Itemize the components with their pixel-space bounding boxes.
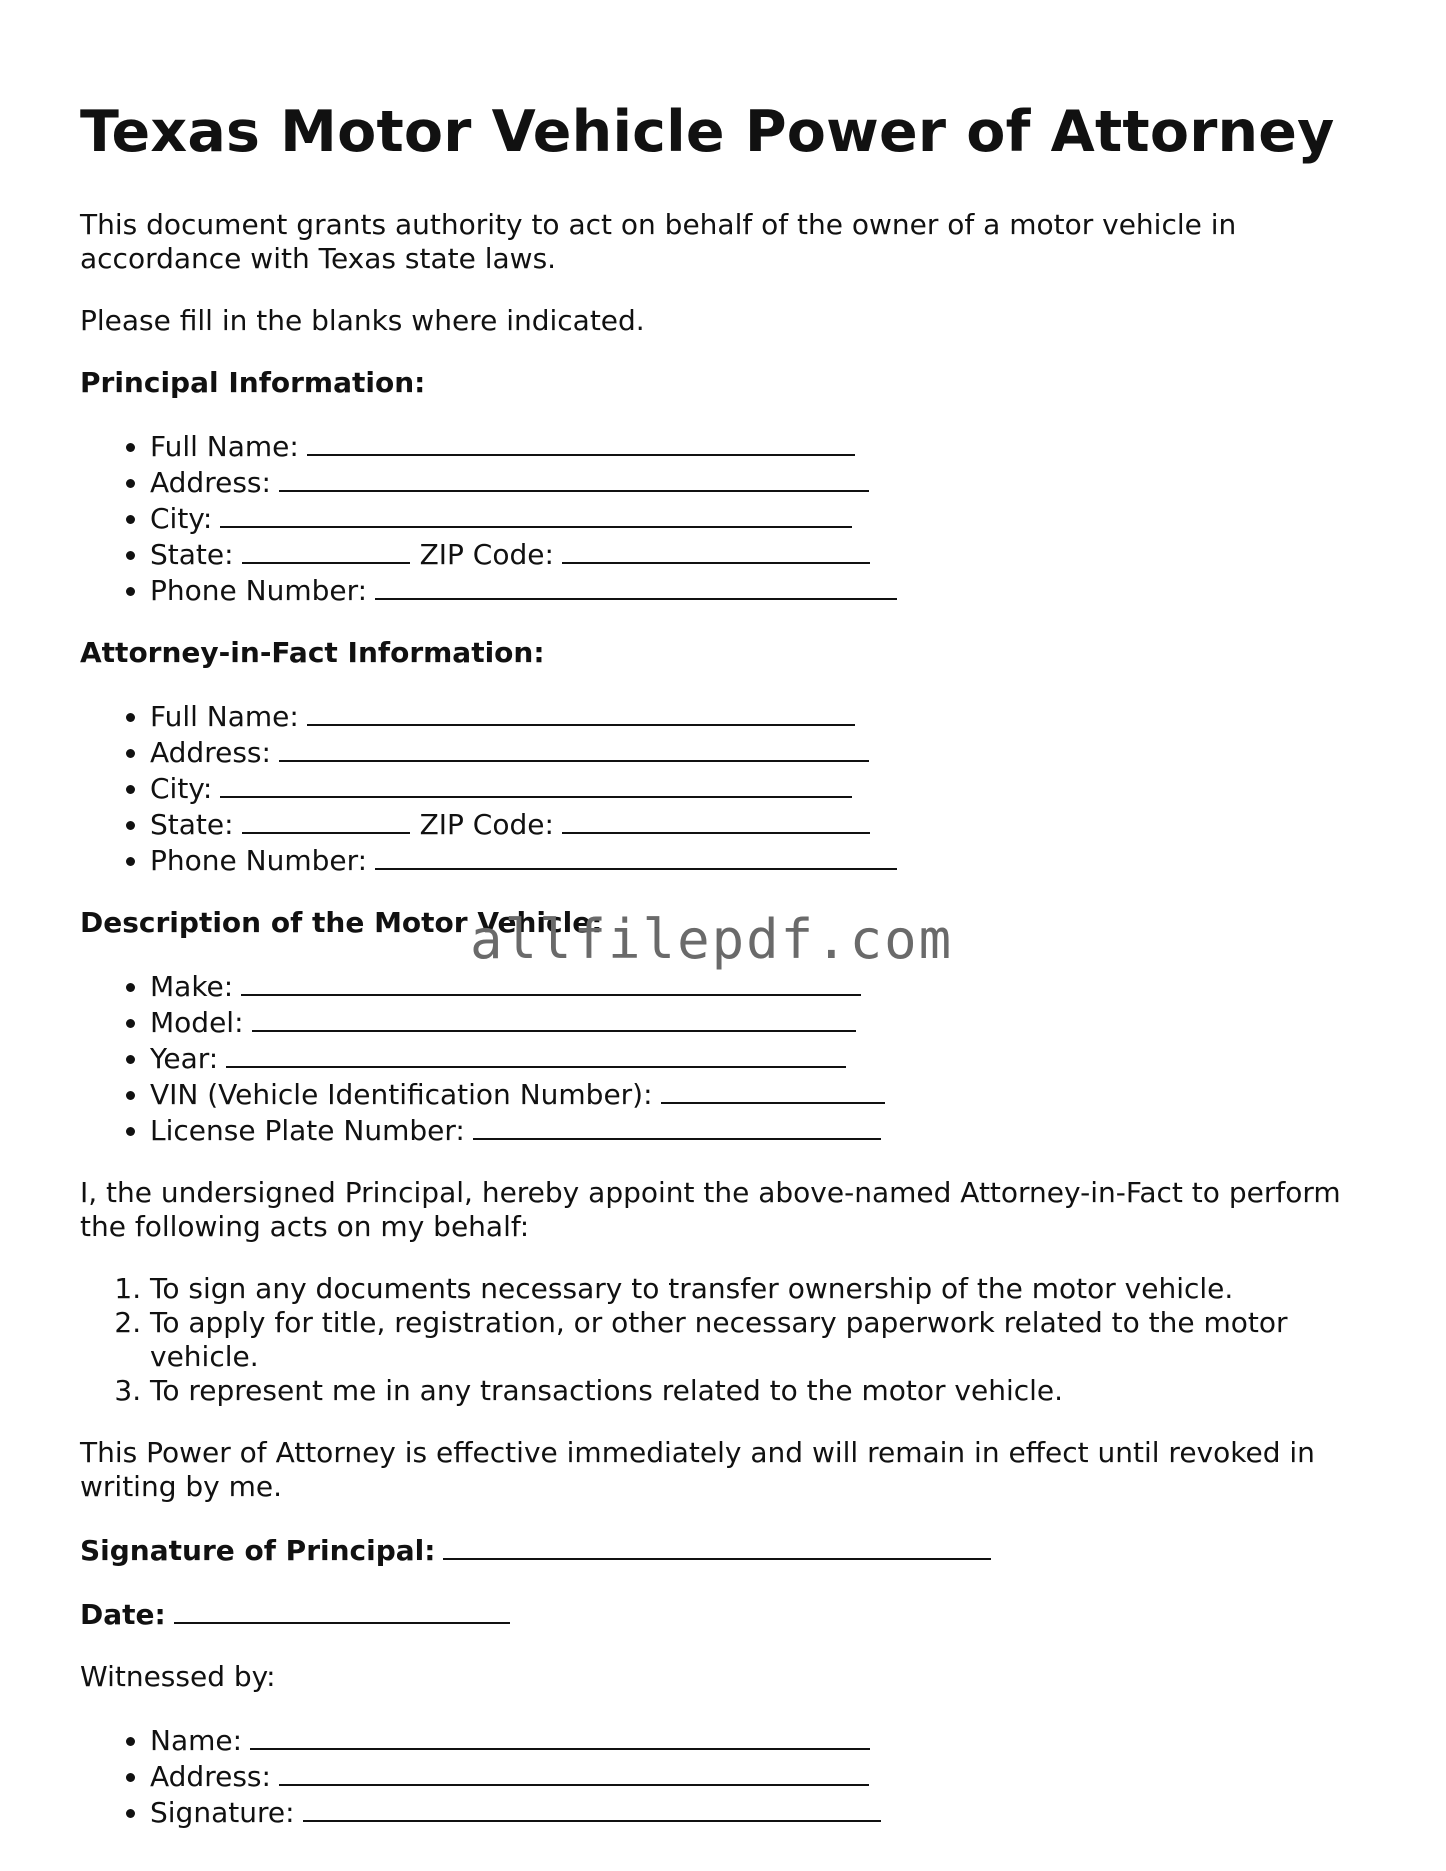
principal-heading: Principal Information:	[80, 365, 426, 399]
witness-signature-item	[150, 1794, 1380, 1830]
vehicle-heading: Description of the Motor Vehicle:	[80, 905, 603, 939]
vehicle-model-blank[interactable]	[252, 1004, 856, 1032]
acts-list	[80, 1272, 1380, 1408]
vehicle-plate-blank[interactable]	[473, 1112, 881, 1140]
witness-name-blank[interactable]	[250, 1722, 870, 1750]
field-label: Address:	[150, 465, 271, 499]
witness-address-blank[interactable]	[279, 1758, 869, 1786]
signature-label: Signature of Principal:	[80, 1533, 436, 1567]
field-label: Name:	[150, 1723, 243, 1757]
instruction-paragraph: Please fill in the blanks where indicated.	[80, 303, 645, 337]
date-blank[interactable]	[174, 1596, 510, 1624]
field-label: Address:	[150, 1759, 271, 1793]
field-label: ZIP Code:	[419, 537, 554, 571]
principal-full-name-blank[interactable]	[307, 428, 855, 456]
vehicle-vin-blank[interactable]	[661, 1076, 885, 1104]
attorney-heading: Attorney-in-Fact Information:	[80, 635, 545, 669]
vehicle-year-item	[150, 1040, 1380, 1076]
principal-phone-item	[150, 572, 1380, 608]
principal-address-blank[interactable]	[279, 464, 869, 492]
principal-zip-blank[interactable]	[562, 536, 870, 564]
effective-paragraph: This Power of Attorney is effective immediately and will remain in effect until revoked in writing by me.	[80, 1435, 1315, 1503]
field-label: VIN (Vehicle Identification Number):	[150, 1077, 653, 1111]
attorney-city-item	[150, 770, 1380, 806]
attorney-zip-blank[interactable]	[562, 806, 870, 834]
principal-state-zip-item	[150, 536, 1380, 572]
vehicle-year-blank[interactable]	[226, 1040, 846, 1068]
watermark: allfilepdf.com	[470, 908, 954, 971]
field-label: City:	[150, 501, 213, 535]
attorney-state-blank[interactable]	[242, 806, 410, 834]
field-label: Make:	[150, 969, 234, 1003]
attorney-phone-blank[interactable]	[375, 842, 897, 870]
principal-signature-blank[interactable]	[443, 1532, 991, 1560]
vehicle-vin-item	[150, 1076, 1380, 1112]
principal-fields	[80, 428, 1380, 608]
field-label: ZIP Code:	[419, 807, 554, 841]
attorney-address-blank[interactable]	[279, 734, 869, 762]
vehicle-make-blank[interactable]	[241, 968, 861, 996]
attorney-city-blank[interactable]	[220, 770, 852, 798]
witness-name-item	[150, 1722, 1380, 1758]
field-label: Signature:	[150, 1795, 295, 1829]
principal-city-item	[150, 500, 1380, 536]
act-item: 1. To sign any documents necessary to transfer ownership of the motor vehicle.	[150, 1272, 1380, 1306]
field-label: State:	[150, 537, 234, 571]
field-label: Phone Number:	[150, 843, 368, 877]
principal-address-item	[150, 464, 1380, 500]
document-page	[80, 100, 1380, 1858]
field-label: Year:	[150, 1041, 219, 1075]
date-line	[80, 1596, 1380, 1632]
witness-address-item	[150, 1758, 1380, 1794]
field-label: Full Name:	[150, 699, 299, 733]
principal-city-blank[interactable]	[220, 500, 852, 528]
appointment-paragraph: I, the undersigned Principal, hereby appoint the above-named Attorney-in-Fact to perform the following acts on my behalf:	[80, 1175, 1341, 1243]
principal-state-blank[interactable]	[242, 536, 410, 564]
field-label: Phone Number:	[150, 573, 368, 607]
act-item: 3. To represent me in any transactions related to the motor vehicle.	[150, 1374, 1380, 1408]
vehicle-make-item	[150, 968, 1380, 1004]
witness-fields	[80, 1722, 1380, 1830]
act-item: 2. To apply for title, registration, or other necessary paperwork related to the motor vehicle.	[150, 1306, 1380, 1374]
vehicle-model-item	[150, 1004, 1380, 1040]
principal-phone-blank[interactable]	[375, 572, 897, 600]
document-title: Texas Motor Vehicle Power of Attorney	[80, 99, 1335, 165]
attorney-full-name-item	[150, 698, 1380, 734]
vehicle-fields	[80, 968, 1380, 1148]
field-label: State:	[150, 807, 234, 841]
intro-paragraph: This document grants authority to act on behalf of the owner of a motor vehicle in accordance with Texas state laws.	[80, 207, 1237, 275]
attorney-phone-item	[150, 842, 1380, 878]
date-label: Date:	[80, 1597, 166, 1631]
principal-signature-line	[80, 1532, 1380, 1568]
field-label: License Plate Number:	[150, 1113, 465, 1147]
vehicle-plate-item	[150, 1112, 1380, 1148]
witness-label: Witnessed by:	[80, 1659, 276, 1693]
witness-signature-blank[interactable]	[303, 1794, 881, 1822]
attorney-state-zip-item	[150, 806, 1380, 842]
principal-full-name-item	[150, 428, 1380, 464]
field-label: City:	[150, 771, 213, 805]
attorney-fields	[80, 698, 1380, 878]
attorney-address-item	[150, 734, 1380, 770]
attorney-full-name-blank[interactable]	[307, 698, 855, 726]
field-label: Model:	[150, 1005, 244, 1039]
field-label: Full Name:	[150, 429, 299, 463]
field-label: Address:	[150, 735, 271, 769]
